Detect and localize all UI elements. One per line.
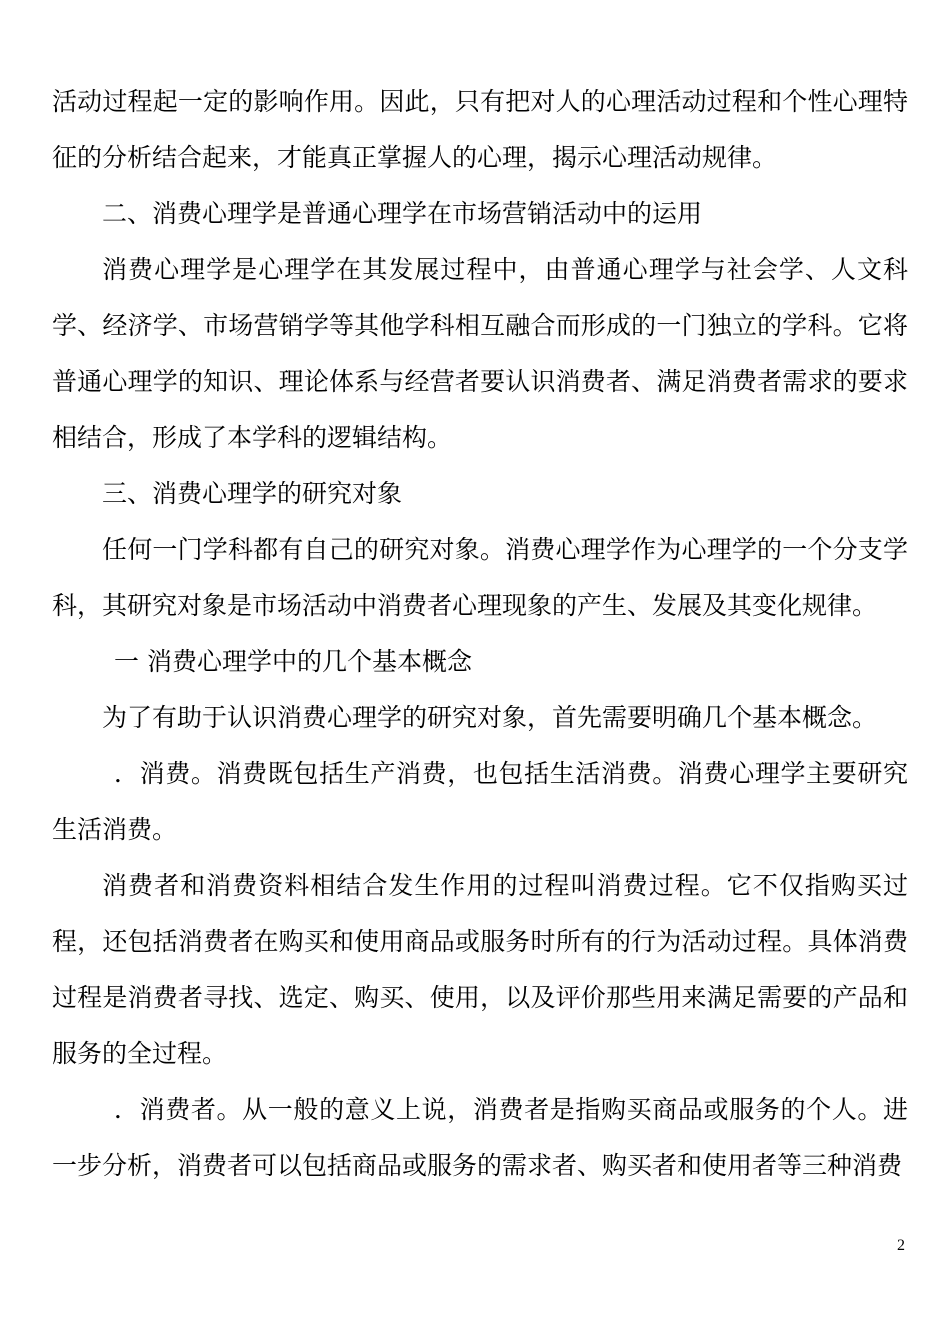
paragraph: 消费者和消费资料相结合发生作用的过程叫消费过程。它不仅指购买过程，还包括消费者在购买和使用商品或服务时所有的行为活动过程。具体消费过程是消费者寻找、选定、购买、使用，以及评价那些用来满足需要的产品和服务的全过程。: [52, 871, 908, 1068]
page-number: 2: [897, 1237, 905, 1254]
document-body: [52, 74, 908, 1194]
list-item-consumer: ．消费者。从一般的意义上说，消费者是指购买商品或服务的个人。进一步分析，消费者可以包括商品或服务的需求者、购买者和使用者等三种消费: [52, 1095, 908, 1180]
paragraph: 为了有助于认识消费心理学的研究对象，首先需要明确几个基本概念。: [102, 703, 878, 732]
paragraph-continuation: 活动过程起一定的影响作用。因此，只有把对人的心理活动过程和个性心理特征的分析结合起来，才能真正掌握人的心理，揭示心理活动规律。: [52, 87, 908, 172]
list-item-consumption: ．消费。消费既包括生产消费，也包括生活消费。消费心理学主要研究生活消费。: [52, 759, 908, 844]
section-heading-3: 三、消费心理学的研究对象: [102, 479, 403, 508]
subsection-heading-1: 一 消费心理学中的几个基本概念: [114, 647, 472, 676]
paragraph: 任何一门学科都有自己的研究对象。消费心理学作为心理学的一个分支学科，其研究对象是市场活动中消费者心理现象的产生、发展及其变化规律。: [52, 535, 908, 620]
section-heading-2: 二、消费心理学是普通心理学在市场营销活动中的运用: [102, 199, 703, 228]
paragraph: 消费心理学是心理学在其发展过程中，由普通心理学与社会学、人文科学、经济学、市场营销学等其他学科相互融合而形成的一门独立的学科。它将普通心理学的知识、理论体系与经营者要认识消费者、满足消费者需求的要求相结合，形成了本学科的逻辑结构。: [52, 255, 908, 452]
